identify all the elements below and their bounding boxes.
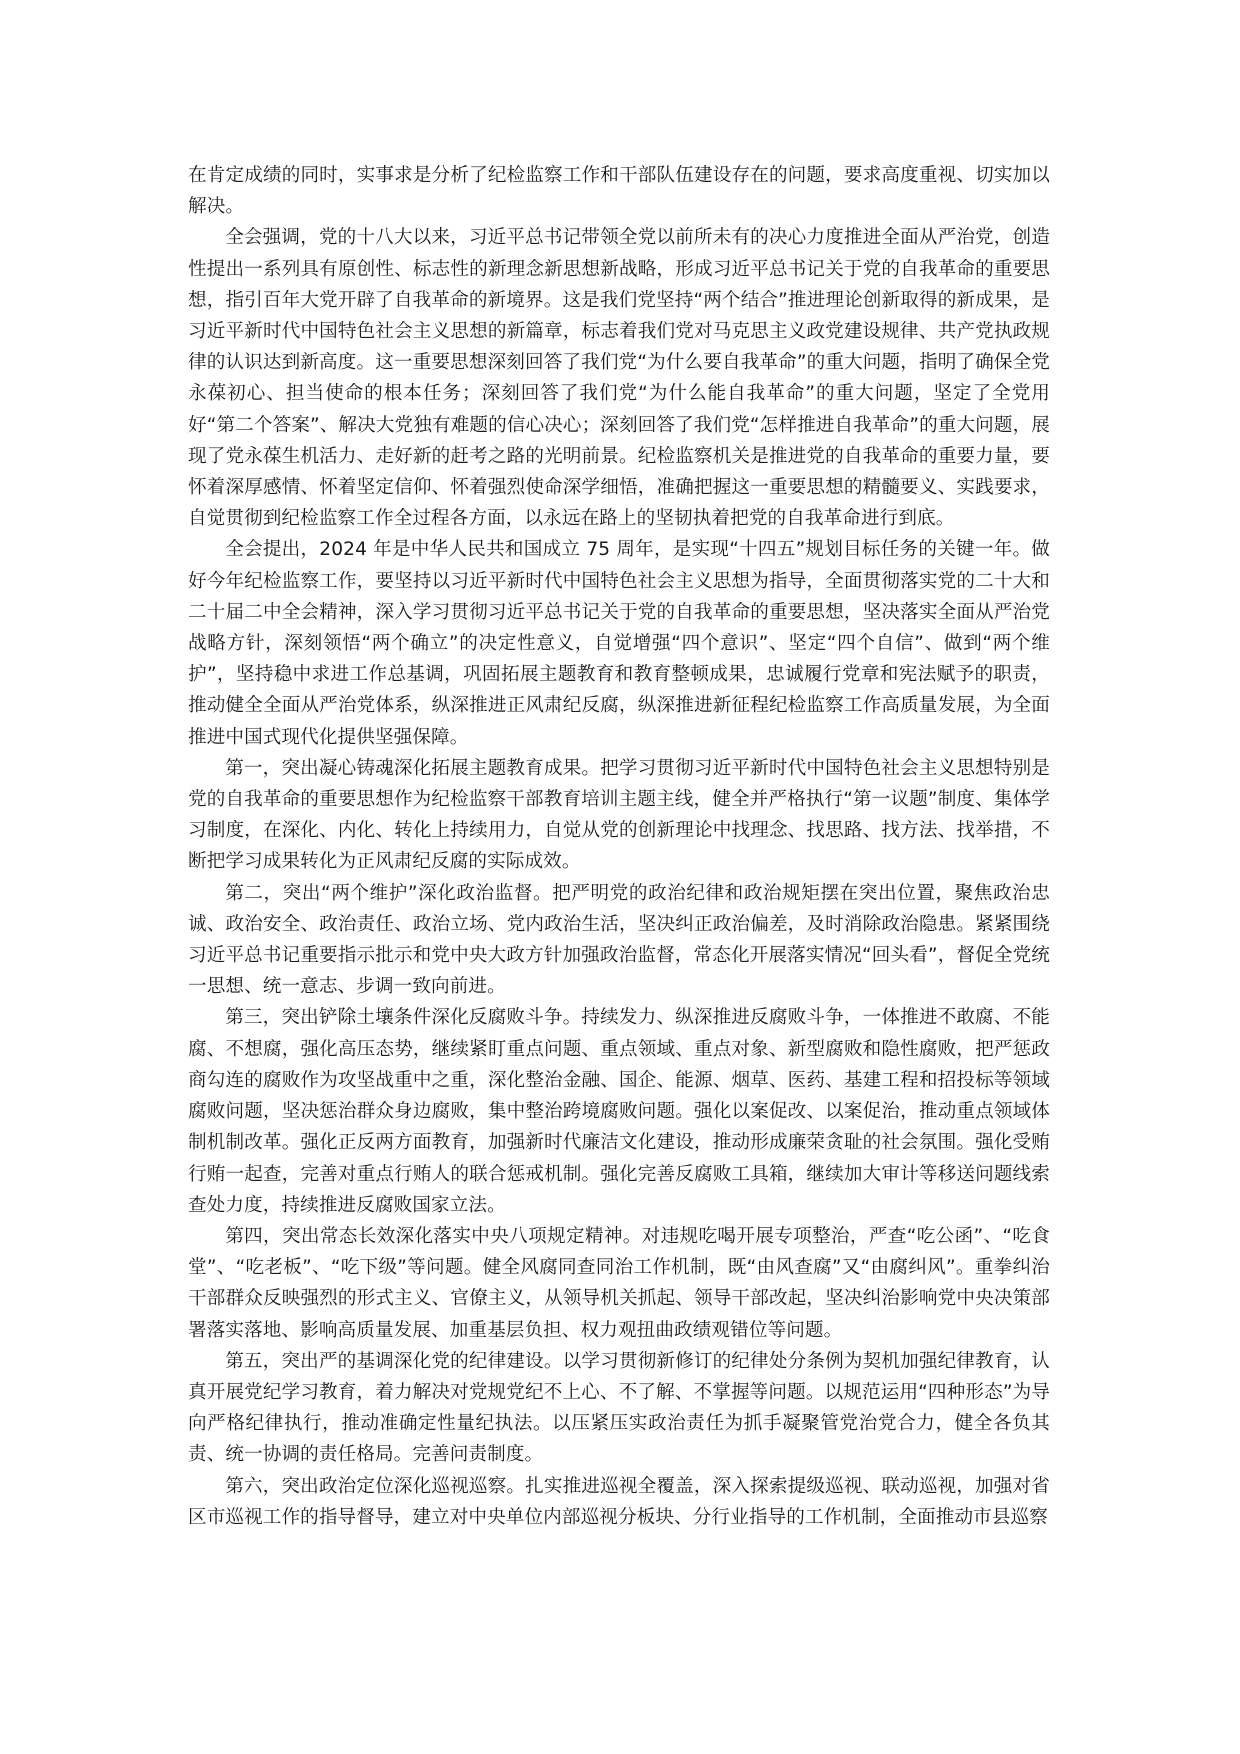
paragraph-fifth-point: 第五，突出严的基调深化党的纪律建设。以学习贯彻新修订的纪律处分条例为契机加强纪律教育，认真开展党纪学习教育，着力解决对党规党纪不上心、不了解、不掌握等问题。以规范运用“四种形态”为导向严格纪律执行，推动准确定性量纪执法。以压紧压实政治责任为抓手凝聚管党治党合力，健全各负其责、统一协调的责任格局。完善问责制度。 — [188, 1350, 1050, 1466]
paragraph-plenary-emphasis: 全会强调，党的十八大以来，习近平总书记带领全党以前所未有的决心力度推进全面从严治党，创造性提出一系列具有原创性、标志性的新理念新思想新战略，形成习近平总书记关于党的自我革命的重要思想，指引百年大党开辟了自我革命的新境界。这是我们党坚持“两个结合”推进理论创新取得的新成果，是习近平新时代中国特色社会主义思想的新篇章，标志着我们党对马克思主义政党建设规律、共产党执政规律的认识达到新高度。这一重要思想深刻回答了我们党“为什么要自我革命”的重大问题，指明了确保全党永葆初心、担当使命的根本任务；深刻回答了我们党“为什么能自我革命”的重大问题，坚定了全党用好“第二个答案”、解决大党独有难题的信心决心；深刻回答了我们党“怎样推进自我革命”的重大问题，展现了党永葆生机活力、走好新的赶考之路的光明前景。纪检监察机关是推进党的自我革命的重要力量，要怀着深厚感情、怀着坚定信仰、怀着强烈使命深学细悟，准确把握这一重要思想的精髓要义、实践要求，自觉贯彻到纪检监察工作全过程各方面，以永远在路上的坚韧执着把党的自我革命进行到底。 — [188, 227, 1050, 530]
paragraph-fourth-point: 第四，突出常态长效深化落实中央八项规定精神。对违规吃喝开展专项整治，严查“吃公函”、“吃食堂”、“吃老板”、“吃下级”等问题。健全风腐同查同治工作机制，既“由风查腐”又“由腐纠风”。重拳纠治干部群众反映强烈的形式主义、官僚主义，从领导机关抓起、领导干部改起，坚决纠治影响党中央决策部署落实落地、影响高质量发展、加重基层负担、权力观扭曲政绩观错位等问题。 — [188, 1225, 1050, 1341]
paragraph-continued-intro: 在肯定成绩的同时，实事求是分析了纪检监察工作和干部队伍建设存在的问题，要求高度重视、切实加以解决。 — [188, 165, 1050, 218]
paragraph-third-point: 第三，突出铲除土壤条件深化反腐败斗争。持续发力、纵深推进反腐败斗争，一体推进不敢腐、不能腐、不想腐，强化高压态势，继续紧盯重点问题、重点领域、重点对象、新型腐败和隐性腐败，把严惩政商勾连的腐败作为攻坚战重中之重，深化整治金融、国企、能源、烟草、医药、基建工程和招投标等领域腐败问题，坚决惩治群众身边腐败，集中整治跨境腐败问题。强化以案促改、以案促治，推动重点领域体制机制改革。强化正反两方面教育，加强新时代廉洁文化建设，推动形成廉荣贪耻的社会氛围。强化受贿行贿一起查，完善对重点行贿人的联合惩戒机制。强化完善反腐败工具箱，继续加大审计等移送问题线索查处力度，持续推进反腐败国家立法。 — [188, 1007, 1050, 1216]
paragraph-first-point: 第一，突出凝心铸魂深化拓展主题教育成果。把学习贯彻习近平新时代中国特色社会主义思想特别是党的自我革命的重要思想作为纪检监察干部教育培训主题主线，健全并严格执行“第一议题”制度、集体学习制度，在深化、内化、转化上持续用力，自觉从党的创新理论中找理念、找思路、找方法、找举措，不断把学习成果转化为正风肃纪反腐的实际成效。 — [188, 757, 1050, 873]
document-body — [188, 160, 1050, 1533]
paragraph-second-point: 第二，突出“两个维护”深化政治监督。把严明党的政治纪律和政治规矩摆在突出位置，聚焦政治忠诚、政治安全、政治责任、政治立场、党内政治生活，坚决纠正政治偏差，及时消除政治隐患。紧紧围绕习近平总书记重要指示批示和党中央大政方针加强政治监督，常态化开展落实情况“回头看”，督促全党统一思想、统一意志、步调一致向前进。 — [188, 882, 1050, 998]
paragraph-sixth-point: 第六，突出政治定位深化巡视巡察。扎实推进巡视全覆盖，深入探索提级巡视、联动巡视，加强对省区市巡视工作的指导督导，建立对中央单位内部巡视分板块、分行业指导的工作机制，全面推动市县巡察 — [188, 1475, 1050, 1528]
paragraph-plenary-2024-goals: 全会提出，2024 年是中华人民共和国成立 75 周年，是实现“十四五”规划目标任务的关键一年。做好今年纪检监察工作，要坚持以习近平新时代中国特色社会主义思想为指导，全面贯彻落实党的二十大和二十届二中全会精神，深入学习贯彻习近平总书记关于党的自我革命的重要思想，坚决落实全面从严治党战略方针，深刻领悟“两个确立”的决定性意义，自觉增强“四个意识”、坚定“四个自信”、做到“两个维护”，坚持稳中求进工作总基调，巩固拓展主题教育和教育整顿成果，忠诚履行党章和宪法赋予的职责，推动健全全面从严治党体系，纵深推进正风肃纪反腐，纵深推进新征程纪检监察工作高质量发展，为全面推进中国式现代化提供坚强保障。 — [188, 539, 1050, 748]
